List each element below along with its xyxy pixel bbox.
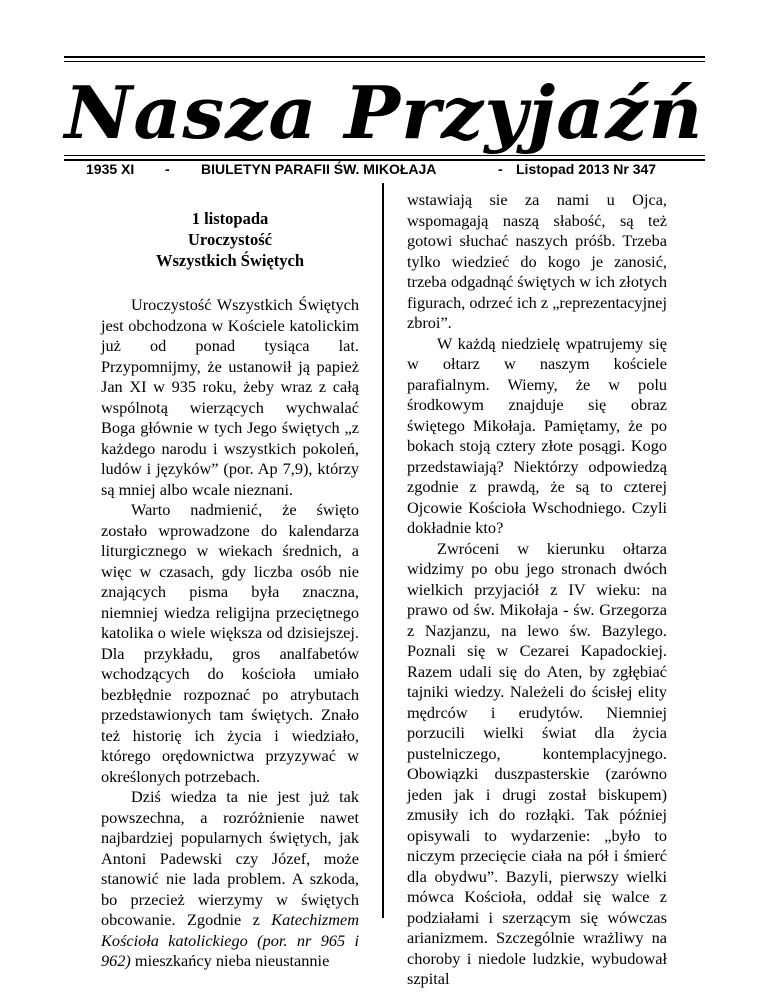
citation-italic: Katechizmem Kościoła katolickiego (por. nr 965 i 962) [101,910,359,970]
paragraph: Uroczystość Wszystkich Świętych jest obchodzona w Kościele katolickim już od ponad tysiąca lat. Przypomnijmy, że ustanowił ją papież Jan XI w 935 roku, żeby wraz z całą wspólnotą wierzących wychwalać Boga głównie w tych Jego świętych „z każdego narodu i wszystkich pokoleń, ludów i języków” (por. Ap 7,9), którzy są mniej albo wcale nieznani. [101,295,359,499]
paragraph: Zwróceni w kierunku ołtarza widzimy po obu jego stronach dwóch wielkich przyjaciół z IV wieku: na prawo od św. Mikołaja - św. Grzegorza z Nazjanzu, na lewo św. Bazylego. Poznali się w Cezarei Kapadockiej. Razem udali się do Aten, by zgłębiać tajniki wiedzy. Należeli do ścisłej elity mędrców i erudytów. Niemniej porzucili wielki świat dla życia pustelniczego, kontemplacyjnego. Obowiązki duszpasterskie (zarówno jeden jak i drugi został biskupem) zmusiły ich do rozłąki. Tak później opisywali to wydarzenie: „było to niczym przecięcie ciała na pół i śmierć dla obydwu”. Bazyli, pierwszy wielki mówca Kościoła, oddał się walce z podziałami i szerzącym się wówczas arianizmem. Szczególnie wrażliwy na choroby i niedole ludzkie, wybudował szpital [407,538,667,988]
paragraph [101,787,359,972]
bulletin-name: BIULETYN PARAFII ŚW. MIKOŁAJA [201,161,437,177]
masthead-title: Nasza Przyjaźń [64,70,704,155]
article-title-line: Uroczystość [188,230,272,249]
right-column [407,190,667,990]
top-rule [64,56,705,58]
subhead-bar [64,159,705,179]
top-rule-thin [64,61,705,62]
paragraph: wstawiają sie za nami u Ojca, wspomagają naszą słabość, są też gotowi słuchać naszych próśb. Trzeba tylko wiedzieć do kogo je zanosić, trzeba odgadnąć świętych w ich złotych figurach, odrzeć ich z „reprezentacyjnej zbroi”. [407,190,667,332]
paragraph: W każdą niedzielę wpatrujemy się w ołtarz w naszym kościele parafialnym. Wiemy, że w polu środkowym znajduje się obraz świętego Mikołaja. Pamiętamy, że po bokach stoją cztery złote posągi. Kogo przedstawiają? Niektórzy odpowiedzą zgodnie z prawdą, że są to czterej Ojcowie Kościoła Wschodniego. Czyli dokładnie kto? [407,333,667,537]
article-title [101,208,359,271]
paragraph-text: Dziś wiedza ta nie jest już tak powszechna, a rozróżnienie nawet najbardziej popularnych świętych, jak Antoni Padewski czy Józef, może stanowić nie lada problem. A szkoda, bo przecież wierzymy w świętych obcowanie. Zgodnie z [101,787,359,929]
article-title-line: Wszystkich Świętych [155,251,305,270]
issue-volume: 1935 XI [86,161,135,177]
subhead-rule-thin [64,155,705,156]
paragraph-text: mieszkańcy nieba nieustannie [130,951,330,970]
left-column [101,196,359,972]
separator-dash: - [498,161,503,177]
article-title-date: 1 listopada [191,209,269,228]
separator-dash: - [165,161,170,177]
column-divider [382,183,384,918]
paragraph: Warto nadmienić, że święto zostało wprowadzone do kalendarza liturgicznego w wiekach średnich, a więc w czasach, gdy liczba osób nie znających pisma była znaczna, niemniej wiedza religijna przeciętnego katolika o wiele większa od dzisiejszej. Dla przykładu, gros analfabetów wchodzących do kościoła umiało bezbłędnie rozpoznać po atrybutach przedstawionych tam świętych. Znało też historię ich życia i wiedziało, którego orędownictwa przyzywać w określonych potrzebach. [101,500,359,786]
issue-date: Listopad 2013 Nr 347 [516,161,657,177]
